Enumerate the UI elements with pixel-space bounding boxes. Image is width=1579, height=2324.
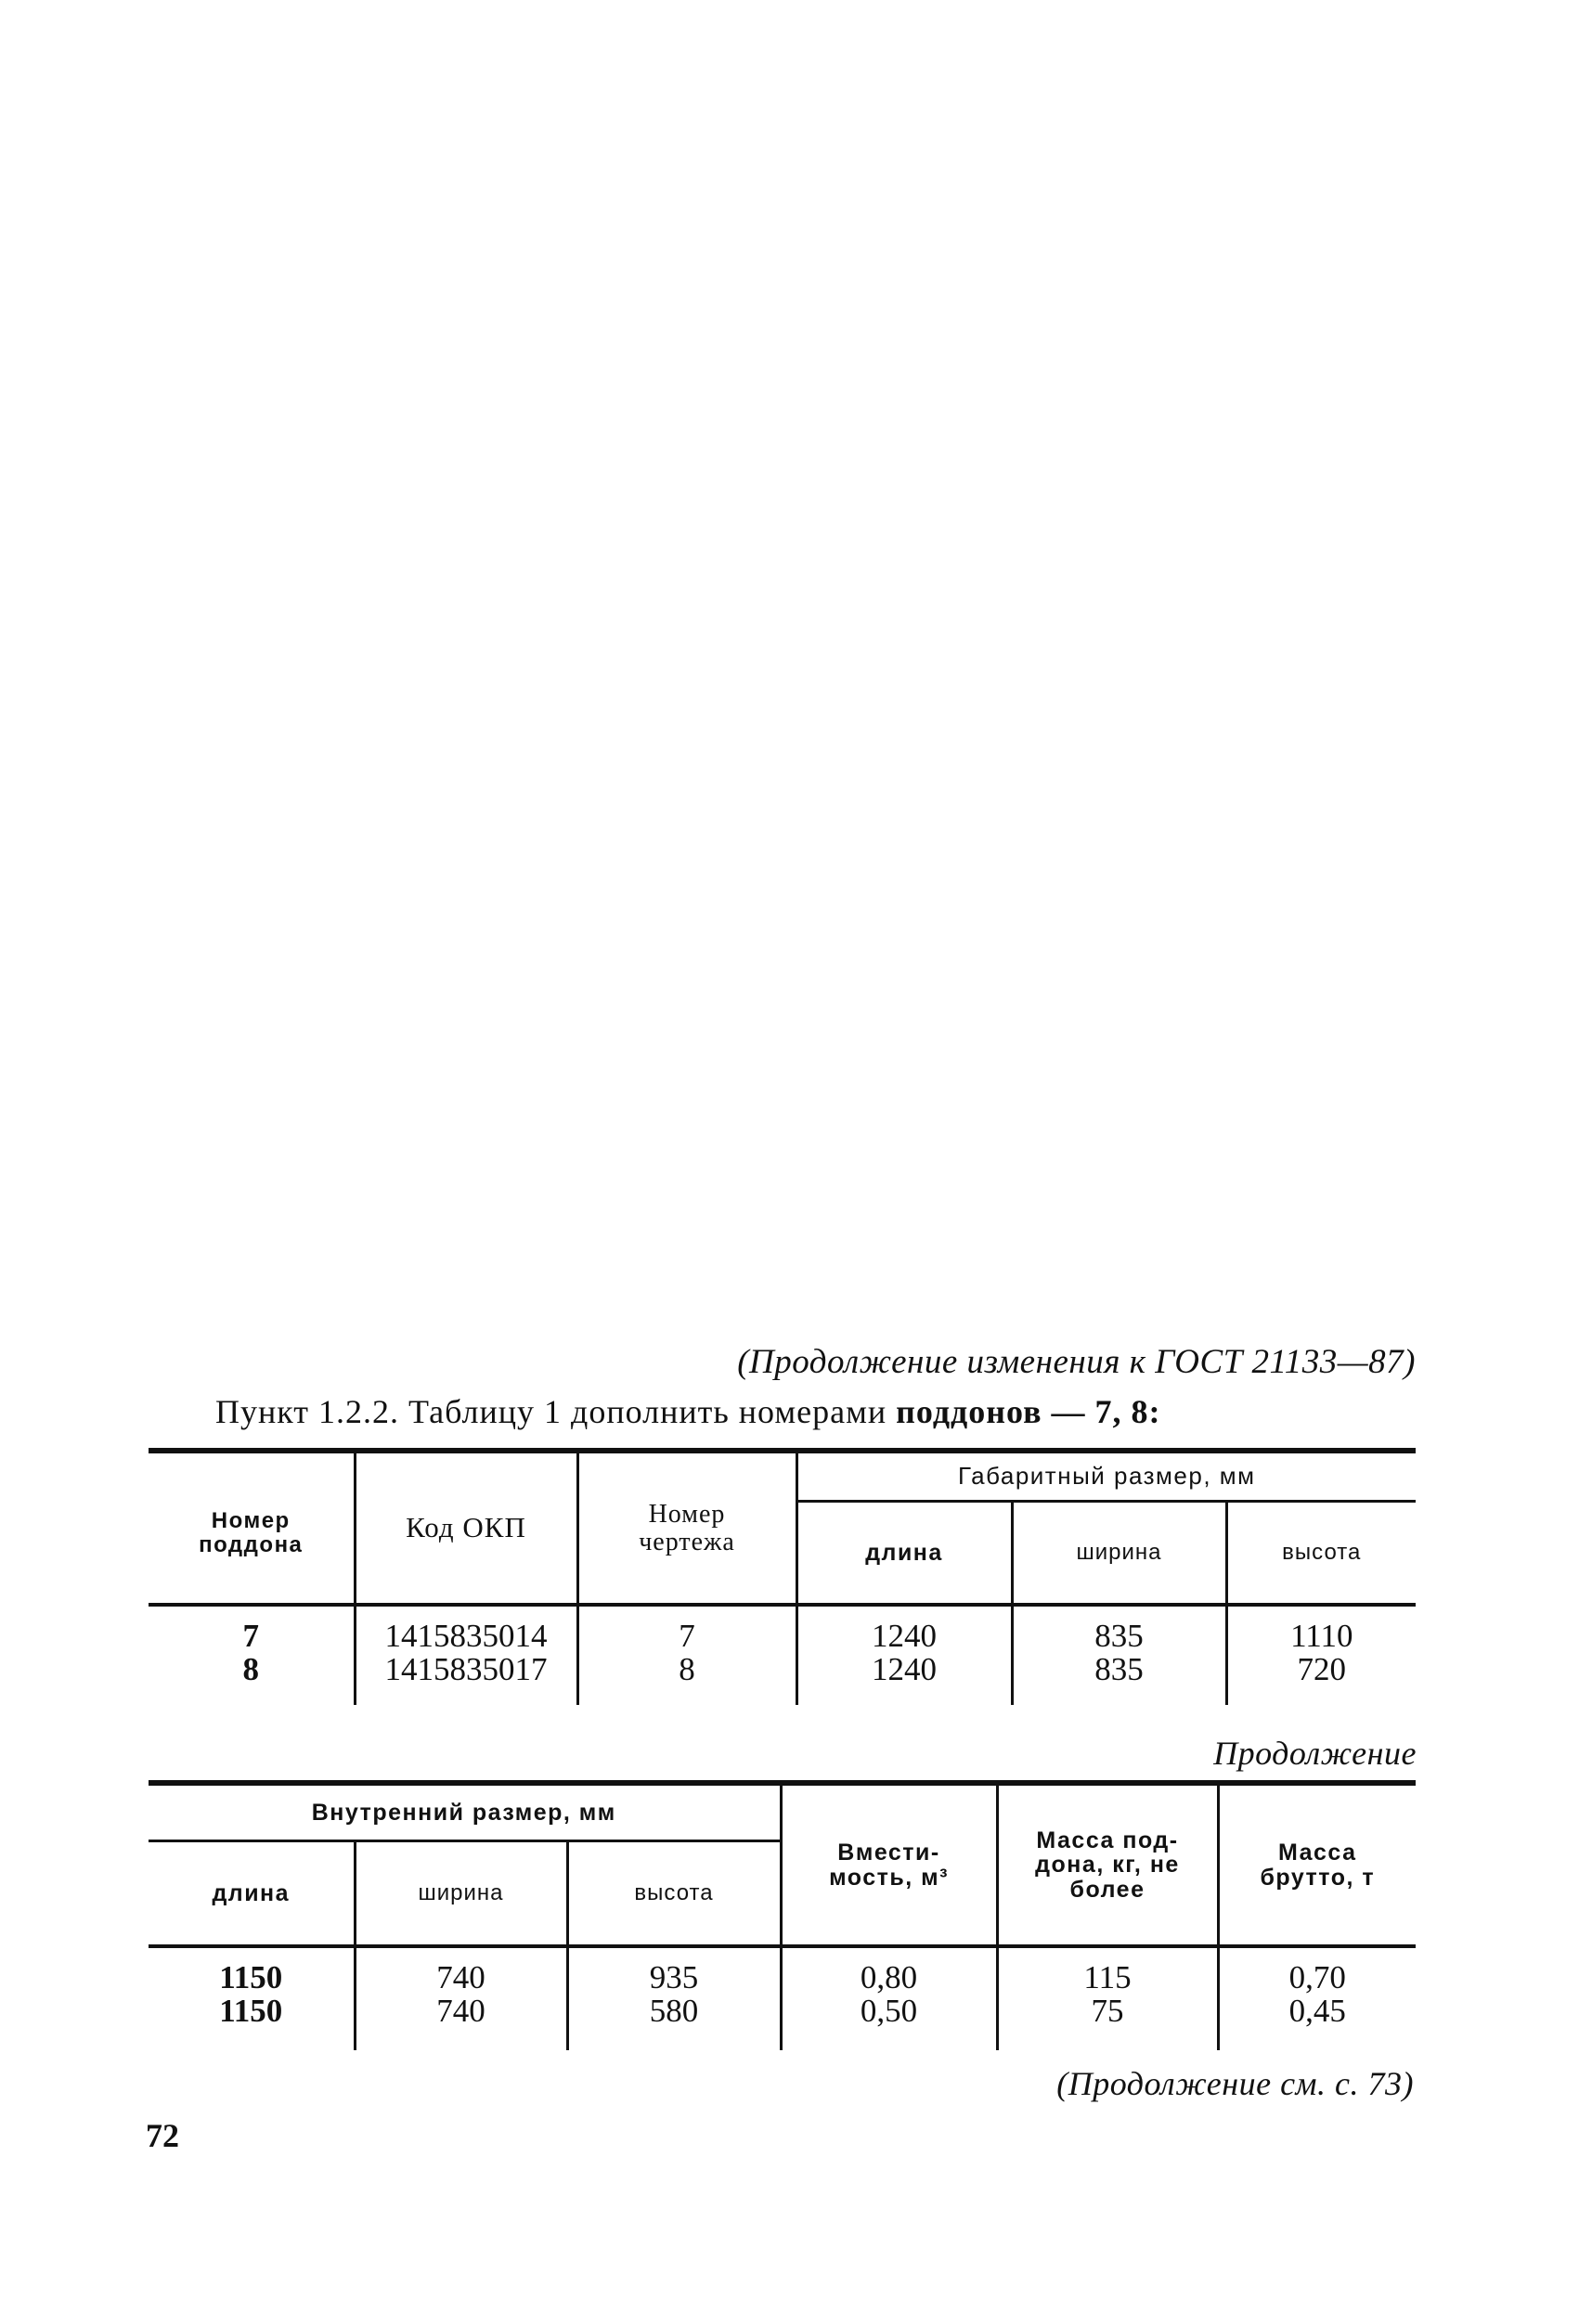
header-height: высота — [1226, 1501, 1416, 1605]
pallet-table-1 — [149, 1448, 1416, 1705]
cell: 935 580 — [567, 1946, 781, 2050]
header-length: длина — [149, 1840, 355, 1946]
item-text-part2: поддонов — 7, 8: — [896, 1393, 1161, 1430]
continued-note: (Продолжение см. с. 73) — [1056, 2065, 1414, 2102]
cell: 1150 1150 — [219, 1959, 283, 2029]
header-inner-size: Внутренний размер, мм — [149, 1783, 781, 1840]
cell: 115 75 — [997, 1946, 1218, 2050]
table-row — [149, 1605, 1416, 1705]
header-pallet-mass: Масса под-дона, кг, не более — [997, 1783, 1218, 1946]
cell: 7 8 — [242, 1618, 259, 1687]
cell: 0,80 0,50 — [781, 1946, 997, 2050]
item-text-part1: Пункт 1.2.2. Таблицу 1 дополнить номерами — [215, 1393, 897, 1430]
header-drawing-number: Номер чертежа — [577, 1451, 796, 1605]
header-height: высота — [567, 1840, 781, 1946]
continuation-label: Продолжение — [1213, 1735, 1417, 1772]
item-paragraph — [215, 1392, 1161, 1431]
header-width: ширина — [1012, 1501, 1226, 1605]
page-number: 72 — [146, 2117, 179, 2154]
cell: 740 740 — [355, 1946, 567, 2050]
header-capacity: Вмести-мость, м³ — [781, 1783, 997, 1946]
cell: 0,70 0,45 — [1218, 1946, 1416, 2050]
cell: 7 8 — [577, 1605, 796, 1705]
header-width: ширина — [355, 1840, 567, 1946]
table-row — [149, 1946, 1416, 2050]
cell: 1110 720 — [1226, 1605, 1416, 1705]
continuation-caption: (Продолжение изменения к ГОСТ 21133—87) — [737, 1343, 1416, 1381]
header-pallet-number: Номер поддона — [149, 1451, 355, 1605]
cell: 1240 1240 — [796, 1605, 1012, 1705]
header-gross-mass: Масса брутто, т — [1218, 1783, 1416, 1946]
cell: 1415835014 1415835017 — [355, 1605, 577, 1705]
header-overall-size: Габаритный размер, мм — [796, 1451, 1416, 1501]
pallet-table-2 — [149, 1780, 1416, 2050]
cell: 835 835 — [1012, 1605, 1226, 1705]
header-okp-code: Код ОКП — [355, 1451, 577, 1605]
header-length: длина — [796, 1501, 1012, 1605]
